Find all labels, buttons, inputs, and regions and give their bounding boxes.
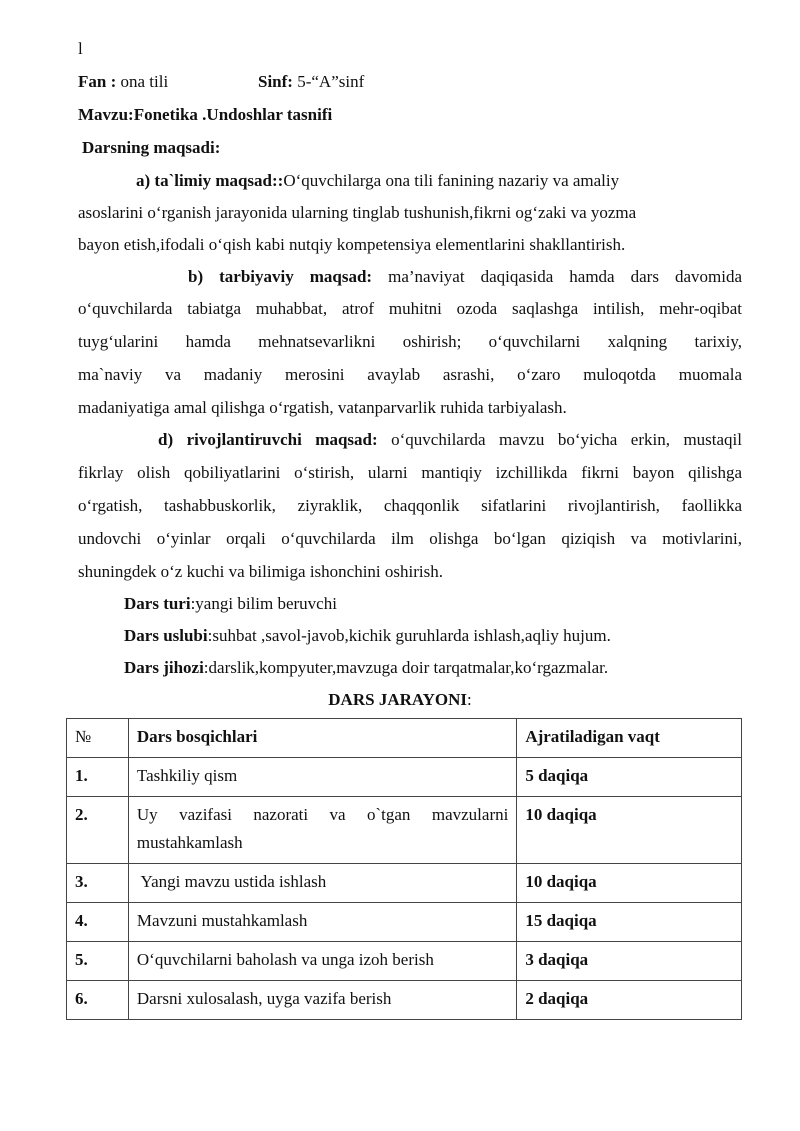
dars-turi-label: Dars turi — [124, 594, 191, 613]
row-number: 2. — [67, 797, 129, 864]
page-mark: l — [78, 39, 83, 58]
goal-b-line3: tuyg‘ularini hamda mehnatsevarlikni oshirish; o‘quvchilarni xalqning tarixiy, — [78, 332, 742, 351]
row-stage: Mavzuni mustahkamlash — [128, 903, 516, 942]
dars-uslubi — [124, 625, 611, 647]
goal-a-line3: bayon etish,ifodali o‘qish kabi nutqiy kompetensiya elementlarini shakllantirish. — [78, 235, 626, 254]
header-stages: Dars bosqichlari — [128, 719, 516, 758]
row-stage: O‘quvchilarni baholash va unga izoh berish — [128, 942, 516, 981]
sinf-value: 5-“A”sinf — [292, 72, 365, 91]
goal-d-line3: o‘rgatish, tashabbuskorlik, ziyraklik, chaqqonlik sifatlarini rivojlantirish, faollikka — [78, 496, 742, 515]
dars-uslubi-value: :suhbat ,savol-javob,kichik guruhlarda ishlash,aqliy hujum. — [207, 626, 611, 645]
row-stage: Tashkiliy qism — [128, 758, 516, 797]
header-number: № — [67, 719, 129, 758]
goal-d-text1: o‘quvchilarda mavzu bo‘yicha erkin, mustaqil — [377, 430, 742, 449]
dars-turi-value: :yangi bilim beruvchi — [190, 594, 337, 613]
jarayon-colon: : — [466, 690, 472, 709]
row-time: 10 daqiqa — [517, 797, 742, 864]
goal-b-line5: madaniyatiga amal qilishga o‘rgatish, vatanparvarlik ruhida tarbiyalash. — [78, 398, 567, 417]
table-row — [67, 942, 742, 981]
goal-b-line2: o‘quvchilarda tabiatga muhabbat, atrof muhitni ozoda saqlashga intilish, mehr-oqibat — [78, 299, 742, 318]
jarayon-title-text: DARS JARAYONI — [328, 690, 467, 709]
row-stage — [128, 797, 516, 864]
goal-a-text1: O‘quvchilarga ona tili fanining nazariy va amaliy — [283, 171, 620, 190]
goal-d-line2: fikrlay olish qobiliyatlarini o‘stirish, ularni mantiqiy izchillikda fikrni bayon qilishga — [78, 463, 742, 482]
table-row — [67, 797, 742, 864]
row-stage: Darsni xulosalash, uyga vazifa berish — [128, 981, 516, 1020]
fan-label: Fan : — [78, 72, 117, 91]
row-stage-line1: Uy vazifasi nazorati va o`tgan mavzularni — [136, 805, 509, 824]
table-row — [67, 981, 742, 1020]
fan-line — [78, 71, 168, 93]
row-stage-line2: mustahkamlash — [136, 833, 243, 852]
row-time: 10 daqiqa — [517, 864, 742, 903]
goal-d-line5: shuningdek o‘z kuchi va bilimiga ishonchini oshirish. — [78, 562, 443, 581]
row-number: 1. — [67, 758, 129, 797]
goal-d-line1 — [158, 429, 742, 451]
maqsad-title — [82, 137, 220, 159]
sinf-label: Sinf: — [258, 72, 293, 91]
row-time: 15 daqiqa — [517, 903, 742, 942]
goal-d-label: d) rivojlantiruvchi maqsad: — [158, 430, 378, 449]
header-time: Ajratiladigan vaqt — [517, 719, 742, 758]
lesson-plan-table — [66, 718, 742, 1020]
table-row — [67, 758, 742, 797]
dars-jihozi — [124, 657, 608, 679]
row-time: 2 daqiqa — [517, 981, 742, 1020]
dars-jihozi-value: :darslik,kompyuter,mavzuga doir tarqatmalar,ko‘rgazmalar. — [203, 658, 609, 677]
goal-a-line1 — [136, 170, 619, 192]
goal-b-line4: ma`naviy va madaniy merosini avaylab asrashi, o‘zaro muloqotda muomala — [78, 365, 742, 384]
goal-b-label: b) tarbiyaviy maqsad: — [188, 267, 373, 286]
table-row — [67, 903, 742, 942]
goal-a-label: a) ta`limiy maqsad:: — [136, 171, 284, 190]
row-number: 5. — [67, 942, 129, 981]
table-header-row — [67, 719, 742, 758]
row-stage: Yangi mavzu ustida ishlash — [128, 864, 516, 903]
goal-d-line4: undovchi o‘yinlar orqali o‘quvchilarda ilm olishga bo‘lgan qiziqish va motivlarini, — [78, 529, 742, 548]
row-number: 4. — [67, 903, 129, 942]
row-number: 3. — [67, 864, 129, 903]
goal-b-line1 — [188, 266, 742, 288]
maqsad-title-text: Darsning maqsadi: — [82, 138, 221, 157]
table-row — [67, 864, 742, 903]
sinf-line — [258, 71, 364, 93]
row-number: 6. — [67, 981, 129, 1020]
fan-value: ona tili — [116, 72, 169, 91]
row-time: 3 daqiqa — [517, 942, 742, 981]
row-time: 5 daqiqa — [517, 758, 742, 797]
mavzu-title — [78, 104, 332, 126]
mavzu-text: Mavzu:Fonetika .Undoshlar tasnifi — [78, 105, 333, 124]
goal-a-line2: asoslarini o‘rganish jarayonida ularning tinglab tushunish,fikrni og‘zaki va yozma — [78, 203, 637, 222]
goal-b-text1: ma’naviyat daqiqasida hamda dars davomida — [372, 267, 742, 286]
dars-turi — [124, 593, 337, 615]
dars-jihozi-label: Dars jihozi — [124, 658, 204, 677]
dars-uslubi-label: Dars uslubi — [124, 626, 208, 645]
jarayon-title — [0, 689, 800, 711]
